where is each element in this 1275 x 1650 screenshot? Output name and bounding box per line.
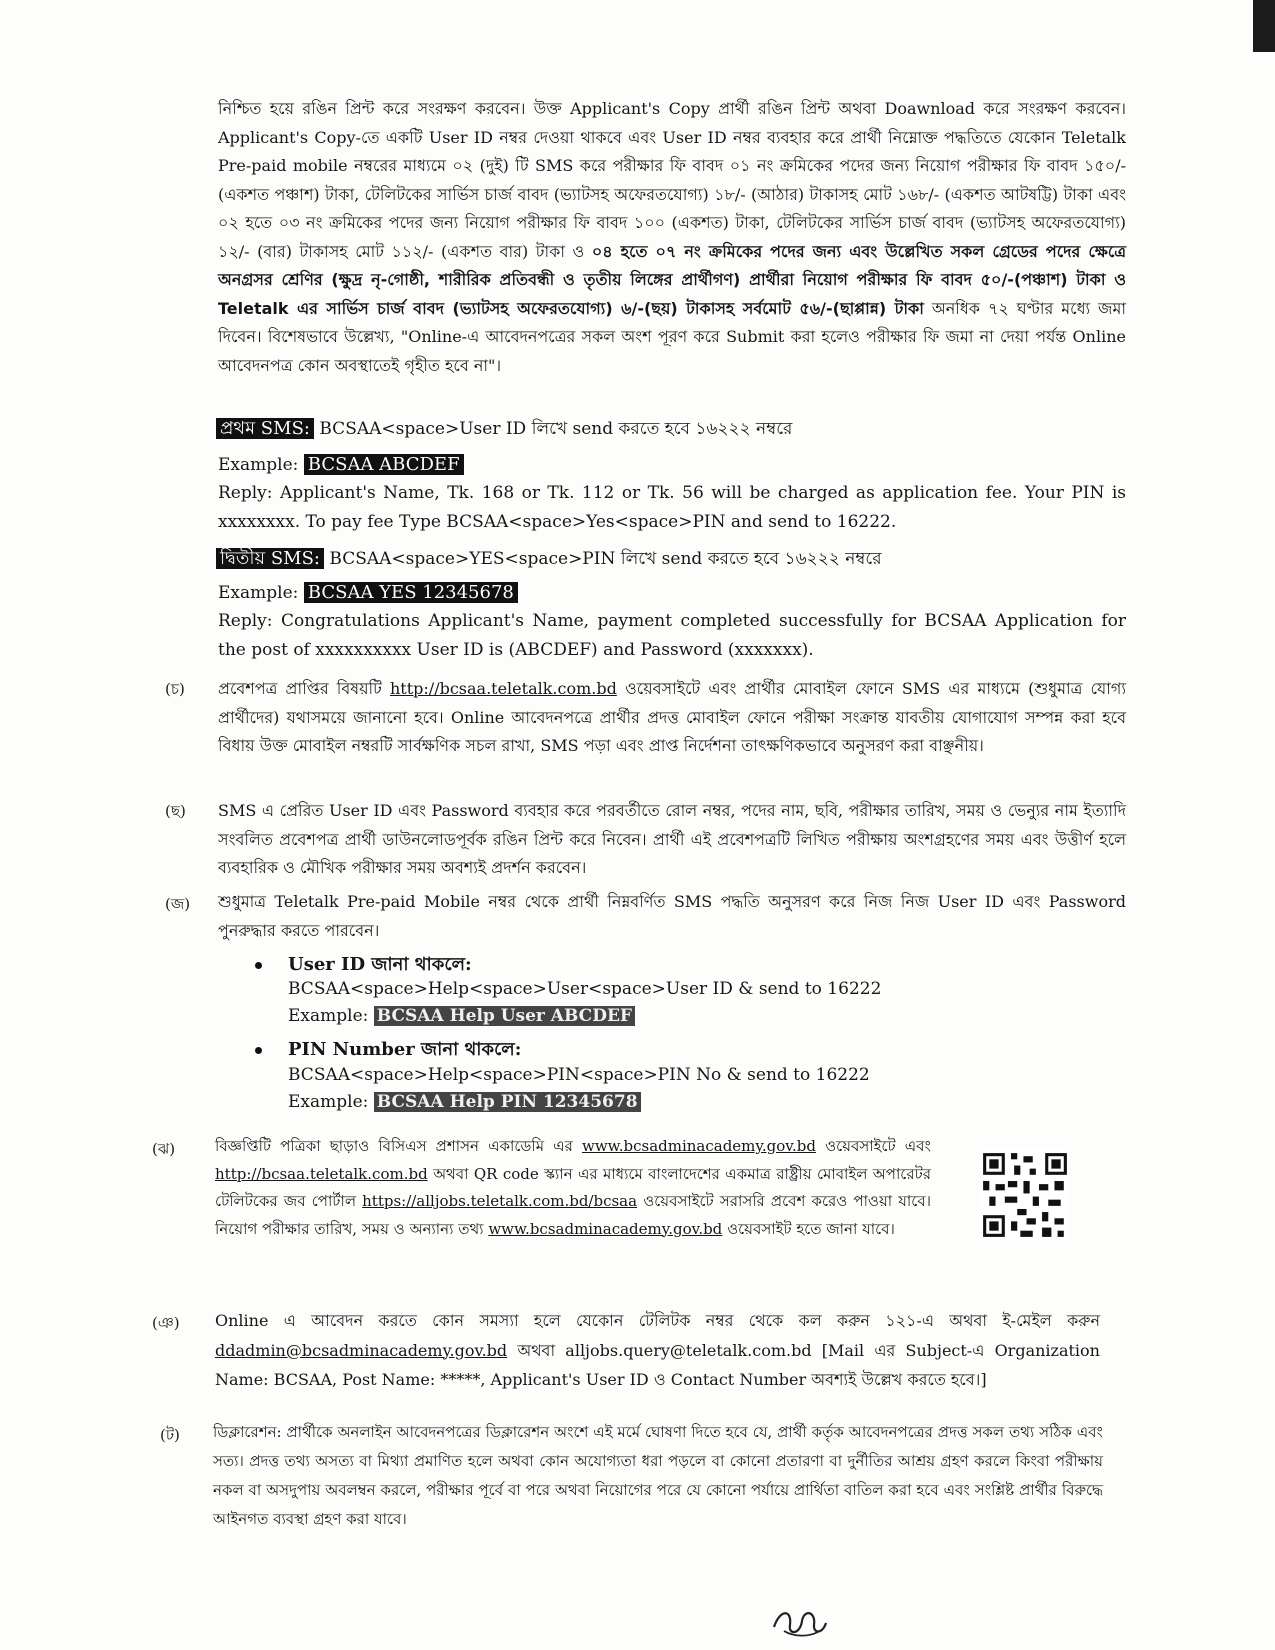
item-nya-marker: (ঞ) — [152, 1314, 180, 1332]
item-jha-text-3: অথবা QR code স্ক্যান এর মাধ্যমে বাংলাদেশের একমাত্র রাষ্ট্রীয় মোবাইল অপারেটর টেলিটকের জব পোর্টাল — [215, 1164, 931, 1210]
sms1-label: প্রথম SMS: — [216, 418, 314, 439]
item-nya-text-1: Online এ আবেদন করতে কোন সমস্যা হলে যেকোন টেলিটক নম্বর থেকে কল করুন ১২১-এ অথবা ই-মেইল করুন — [215, 1311, 1100, 1330]
item-jha-link-1[interactable]: www.bcsadminacademy.gov.bd — [581, 1137, 816, 1155]
intro-tail-text: অনধিক ৭২ ঘণ্টার মধ্যে জমা দিবেন। বিশেষভাবে উল্লেখ্য, "Online-এ আবেদনপত্রের সকল অংশ পূরণ করে Submit করা হলেও পরীক্ষার ফি জমা না দেয়া পর্যন্ত Online আবেদনপত্র কোন অবস্থাতেই গৃহীত হবে না"। — [218, 298, 1126, 375]
item-jha-link-2[interactable]: http://bcsaa.teletalk.com.bd — [215, 1164, 428, 1183]
item-ta-marker: (ট) — [160, 1426, 180, 1444]
bullet-line: BCSAA<space>Help<space>PIN<space>PIN No & send to 16222 — [288, 1065, 870, 1085]
item-jha-text-2: ওয়েবসাইটে এবং — [825, 1137, 931, 1155]
item-jha-marker: (ঝ) — [152, 1140, 176, 1158]
bullet-example-value: BCSAA Help User ABCDEF — [374, 1006, 635, 1026]
item-nya-paragraph — [215, 1306, 1100, 1395]
sms1-example-label: Example: — [218, 455, 299, 475]
item-cha-marker: (চ) — [165, 680, 185, 698]
item-cha-pre: প্রবেশপত্র প্রাপ্তির বিষয়টি — [218, 679, 382, 698]
item-nya-email[interactable]: ddadmin@bcsadminacademy.gov.bd — [215, 1340, 508, 1360]
scan-edge — [1253, 0, 1275, 52]
item-ta-paragraph: ডিক্লারেশন: প্রার্থীকে অনলাইন আবেদনপত্রের ডিক্লারেশন অংশে এই মর্মে ঘোষণা দিতে হবে যে, প্রার্থী কর্তৃক আবেদনপত্রের প্রদত্ত সকল তথ্য সঠিক এবং সত্য। প্রদত্ত তথ্য অসত্য বা মিথ্যা প্রমাণিত হলে অথবা কোন অযোগ্যতা ধরা পড়লে বা কোনো প্রতারণা বা দুর্নীতির আশ্রয় গ্রহণ করলে কিংবা পরীক্ষায় নকল বা অসদুপায় অবলম্বন করলে, পরীক্ষার পূর্বে বা পরে অথবা নিয়োগের পরে যে কোনো পর্যায়ে প্রার্থিতা বাতিল করা হবে এবং সংশ্লিষ্ট প্রার্থীর বিরুদ্ধে আইনগত ব্যবস্থা গ্রহণ করা যাবে। — [213, 1423, 1103, 1528]
bullet-dot — [255, 1047, 262, 1054]
intro-text: নিশ্চিত হয়ে রঙিন প্রিন্ট করে সংরক্ষণ করবেন। উক্ত Applicant's Copy প্রার্থী রঙিন প্রিন্ট অথবা Doawnload করে সংরক্ষণ করবেন। Applicant's Copy-তে একটি User ID নম্বর দেওয়া থাকবে এবং User ID নম্বর ব্যবহার করে প্রার্থী নিম্নোক্ত পদ্ধতিতে যেকোন Teletalk Pre-paid mobile নম্বরের মাধ্যমে ০২ (দুই) টি SMS করে পরীক্ষার ফি বাবদ ০১ নং ক্রমিকের পদের জন্য নিয়োগ পরীক্ষার ফি বাবদ ১৫০/- (একশত পঞ্চাশ) টাকা, টেলিটকের সার্ভিস চার্জ বাবদ (ভ্যাটসহ অফেরতযোগ্য) ১৮/- (আঠার) টাকাসহ মোট ১৬৮/- (একশত আটষট্টি) টাকা এবং ০২ হতে ০৩ নং ক্রমিকের পদের জন্য নিয়োগ পরীক্ষার ফি বাবদ ১০০ (একশত) টাকা, টেলিটকের সার্ভিস চার্জ বাবদ (ভ্যাটসহ অফেরতযোগ্য) ১২/- (বার) টাকাসহ মোট ১১২/- (একশত বার) টাকা ও — [218, 99, 1126, 261]
sms2-example-value: BCSAA YES 12345678 — [304, 582, 518, 603]
sms1-example-value: BCSAA ABCDEF — [304, 454, 464, 475]
intro-paragraph — [218, 95, 1126, 380]
sms1-text: BCSAA<space>User ID লিখে send করতে হবে ১৬২২২ নম্বরে — [319, 419, 793, 439]
sms2-label: দ্বিতীয় SMS: — [216, 548, 324, 569]
item-chha-marker: (ছ) — [165, 802, 186, 820]
bullet-example-value: BCSAA Help PIN 12345678 — [374, 1092, 641, 1112]
signature-icon — [770, 1605, 830, 1639]
item-nya-text-2: অথবা alljobs.query@teletalk.com.bd [Mail এর Subject-এ Organization Name: BCSAA, Post Name: *****, Applicant's User ID ও Contact Number অবশ্যই উল্লেখ করতে হবে।] — [215, 1340, 1100, 1389]
item-jha-paragraph — [215, 1133, 931, 1243]
item-jha-text-1: বিজ্ঞপ্তিটি পত্রিকা ছাড়াও বিসিএস প্রশাসন একাডেমি এর — [215, 1137, 573, 1155]
sms2-example — [218, 578, 518, 608]
sms2-reply: Reply: Congratulations Applicant's Name, payment completed successfully for BCSAA Application for the post of xxxxxxxxxx User ID is (ABCDEF) and Password (xxxxxxx). — [218, 611, 1126, 660]
sms1-reply: Reply: Applicant's Name, Tk. 168 or Tk. 112 or Tk. 56 will be charged as application fee. Your PIN is xxxxxxxx. To pay fee Type BCSAA<space>Yes<space>PIN and send to 16222. — [218, 483, 1126, 532]
bullet-line: BCSAA<space>Help<space>User<space>User ID & send to 16222 — [288, 979, 882, 999]
item-cha-paragraph — [218, 675, 1126, 761]
qr-code-icon[interactable] — [980, 1150, 1070, 1240]
sms2-example-label: Example: — [218, 583, 299, 603]
bullet-dot — [255, 962, 262, 969]
bullet-example — [288, 1006, 635, 1026]
item-jha-link-3[interactable]: https://alljobs.teletalk.com.bd/bcsaa — [362, 1192, 638, 1210]
sms2-line — [216, 544, 882, 574]
bullet-example-label: Example: — [288, 1092, 369, 1112]
item-ja-paragraph: শুধুমাত্র Teletalk Pre-paid Mobile নম্বর থেকে প্রার্থী নিম্নবর্ণিত SMS পদ্ধতি অনুসরণ করে নিজ নিজ User ID এবং Password পুনরুদ্ধার করতে পারবেন। — [218, 892, 1126, 940]
sms1-line — [216, 414, 792, 444]
item-jha-text-4: ওয়েবসাইটে সরাসরি প্রবেশ করেও পাওয়া যাবে। নিয়োগ পরীক্ষার তারিখ, সময় ও অন্যান্য তথ্য — [215, 1192, 931, 1238]
item-jha-text-5: ওয়েবসাইট হতে জানা যাবে। — [727, 1219, 895, 1238]
item-cha-link[interactable]: http://bcsaa.teletalk.com.bd — [390, 679, 617, 698]
item-ja-marker: (জ) — [165, 895, 191, 913]
bullet-title: User ID জানা থাকলে: — [288, 954, 472, 975]
sms2-text: BCSAA<space>YES<space>PIN লিখে send করতে হবে ১৬২২২ নম্বরে — [329, 549, 882, 569]
bullet-example — [288, 1092, 641, 1112]
bullet-example-label: Example: — [288, 1006, 369, 1026]
sms1-example — [218, 450, 464, 480]
item-cha-post: ওয়েবসাইটে এবং প্রার্থীর মোবাইল ফোনে SMS এর মাধ্যমে (শুধুমাত্র যোগ্য প্রার্থীদের) যথাসময়ে জানানো হবে। Online আবেদনপত্রে প্রার্থীর প্রদত্ত মোবাইল ফোনে পরীক্ষা সংক্রান্ত যাবতীয় যোগাযোগ সম্পন্ন করা হবে বিধায় উক্ত মোবাইল নম্বরটি সার্বক্ষণিক সচল রাখা, SMS পড়া এবং প্রাপ্ত নির্দেশনা তাৎক্ষণিকভাবে অনুসরণ করা বাঞ্ছনীয়। — [218, 679, 1127, 755]
intro-bold-text: ০৪ হতে ০৭ নং ক্রমিকের পদের জন্য এবং উল্লেখিত সকল গ্রেডের পদের ক্ষেত্রে অনগ্রসর শ্রেণির (ক্ষুদ্র নৃ-গোষ্ঠী, শারীরিক প্রতিবন্ধী ও তৃতীয় লিঙ্গের প্রার্থীগণ) প্রার্থীরা নিয়োগ পরীক্ষার ফি বাবদ ৫০/-(পঞ্চাশ) টাকা ও Teletalk এর সার্ভিস চার্জ বাবদ (ভ্যাটসহ অফেরতযোগ্য) ৬/-(ছয়) টাকাসহ সর্বমোট ৫৬/-(ছাপ্পান্ন) টাকা — [218, 241, 1127, 318]
bullet-title: PIN Number জানা থাকলে: — [288, 1039, 522, 1060]
item-jha-link-4[interactable]: www.bcsadminacademy.gov.bd — [488, 1219, 723, 1238]
item-chha-paragraph: SMS এ প্রেরিত User ID এবং Password ব্যবহার করে পরবর্তীতে রোল নম্বর, পদের নাম, ছবি, পরীক্ষার তারিখ, সময় ও ভেন্যুর নাম ইত্যাদি সংবলিত প্রবেশপত্র প্রার্থী ডাউনলোডপূর্বক রঙিন প্রিন্ট করে নিবেন। প্রার্থী এই প্রবেশপত্রটি লিখিত পরীক্ষায় অংশগ্রহণের সময় এবং উত্তীর্ণ হলে ব্যবহারিক ও মৌখিক পরীক্ষার সময় অবশ্যই প্রদর্শন করবেন। — [218, 801, 1126, 877]
